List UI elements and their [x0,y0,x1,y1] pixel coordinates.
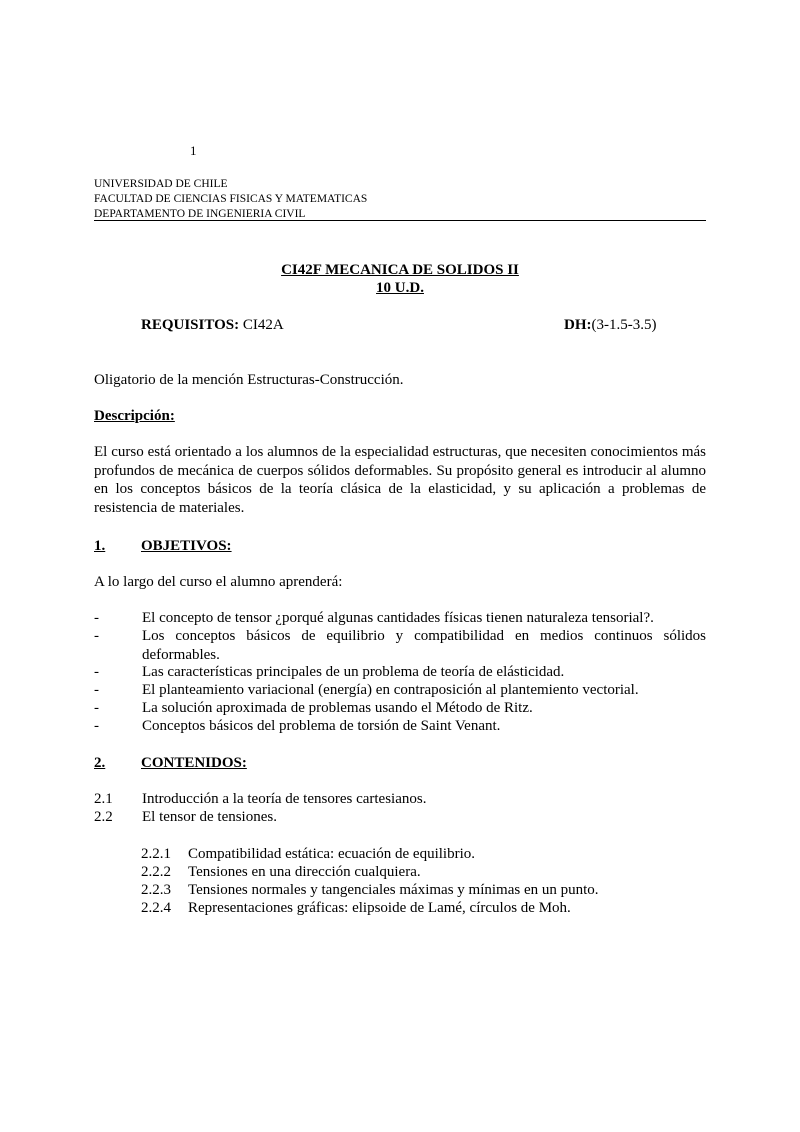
objective-text: El concepto de tensor ¿porqué algunas cantidades físicas tienen naturaleza tensorial?. [142,610,654,626]
subitem-number: 2.2.1 [141,846,171,862]
subitem-text: Representaciones gráficas: elipsoide de Lamé, círculos de Moh. [188,900,571,916]
objective-text: La solución aproximada de problemas usando el Método de Ritz. [142,700,533,716]
course-title: CI42F MECANICA DE SOLIDOS II [281,262,519,278]
objectives-number: 1. [94,538,106,554]
list-bullet: - [94,628,99,644]
objective-text: El planteamiento variacional (energía) en contraposición al plantemiento vectorial. [142,682,639,698]
objective-text: Los conceptos básicos de equilibrio y compatibilidad en medios continuos sólidos deformables. [142,628,706,663]
mandatory-note: Oligatorio de la mención Estructuras-Construcción. [94,372,404,388]
description-text: El curso está orientado a los alumnos de la especialidad estructuras, que necesiten conocimientos más profundos de mecánica de cuerpos sólidos deformables. Su propósito general es introducir al alumno en los conceptos básicos de la teoría clásica de la elasticidad, y su aplicación a problemas de resistencia de materiales. [94,444,706,516]
course-units: 10 U.D. [376,280,424,296]
list-bullet: - [94,664,99,680]
description-heading: Descripción: [94,408,175,424]
faculty-name: FACULTAD DE CIENCIAS FISICAS Y MATEMATICAS [94,193,368,205]
dh-line [564,316,656,335]
list-bullet: - [94,610,99,626]
objective-text: Conceptos básicos del problema de torsión de Saint Venant. [142,718,501,734]
subitem-number: 2.2.3 [141,882,171,898]
requirements-value: CI42A [239,317,284,333]
header-divider [94,220,706,221]
contents-number: 2. [94,755,106,771]
objective-text: Las características principales de un problema de teoría de elásticidad. [142,664,565,680]
list-bullet: - [94,700,99,716]
page-number: 1 [190,143,197,158]
contents-heading: CONTENIDOS: [141,755,247,771]
subitem-text: Compatibilidad estática: ecuación de equilibrio. [188,846,475,862]
objectives-heading: OBJETIVOS: [141,538,232,554]
list-bullet: - [94,682,99,698]
subitem-number: 2.2.4 [141,900,171,916]
requirements-label: REQUISITOS: [141,317,240,333]
item-number: 2.2 [94,809,113,825]
item-text: Introducción a la teoría de tensores cartesianos. [142,791,427,807]
subitem-text: Tensiones normales y tangenciales máximas y mínimas en un punto. [188,882,599,898]
objectives-intro: A lo largo del curso el alumno aprenderá: [94,574,343,590]
dh-label: DH: [564,317,592,333]
requirements-line [141,316,284,335]
university-name: UNIVERSIDAD DE CHILE [94,178,228,190]
department-name: DEPARTAMENTO DE INGENIERIA CIVIL [94,208,306,220]
item-text: El tensor de tensiones. [142,809,277,825]
item-number: 2.1 [94,791,113,807]
dh-value: (3-1.5-3.5) [591,317,657,333]
subitem-number: 2.2.2 [141,864,171,880]
subitem-text: Tensiones en una dirección cualquiera. [188,864,421,880]
list-bullet: - [94,718,99,734]
